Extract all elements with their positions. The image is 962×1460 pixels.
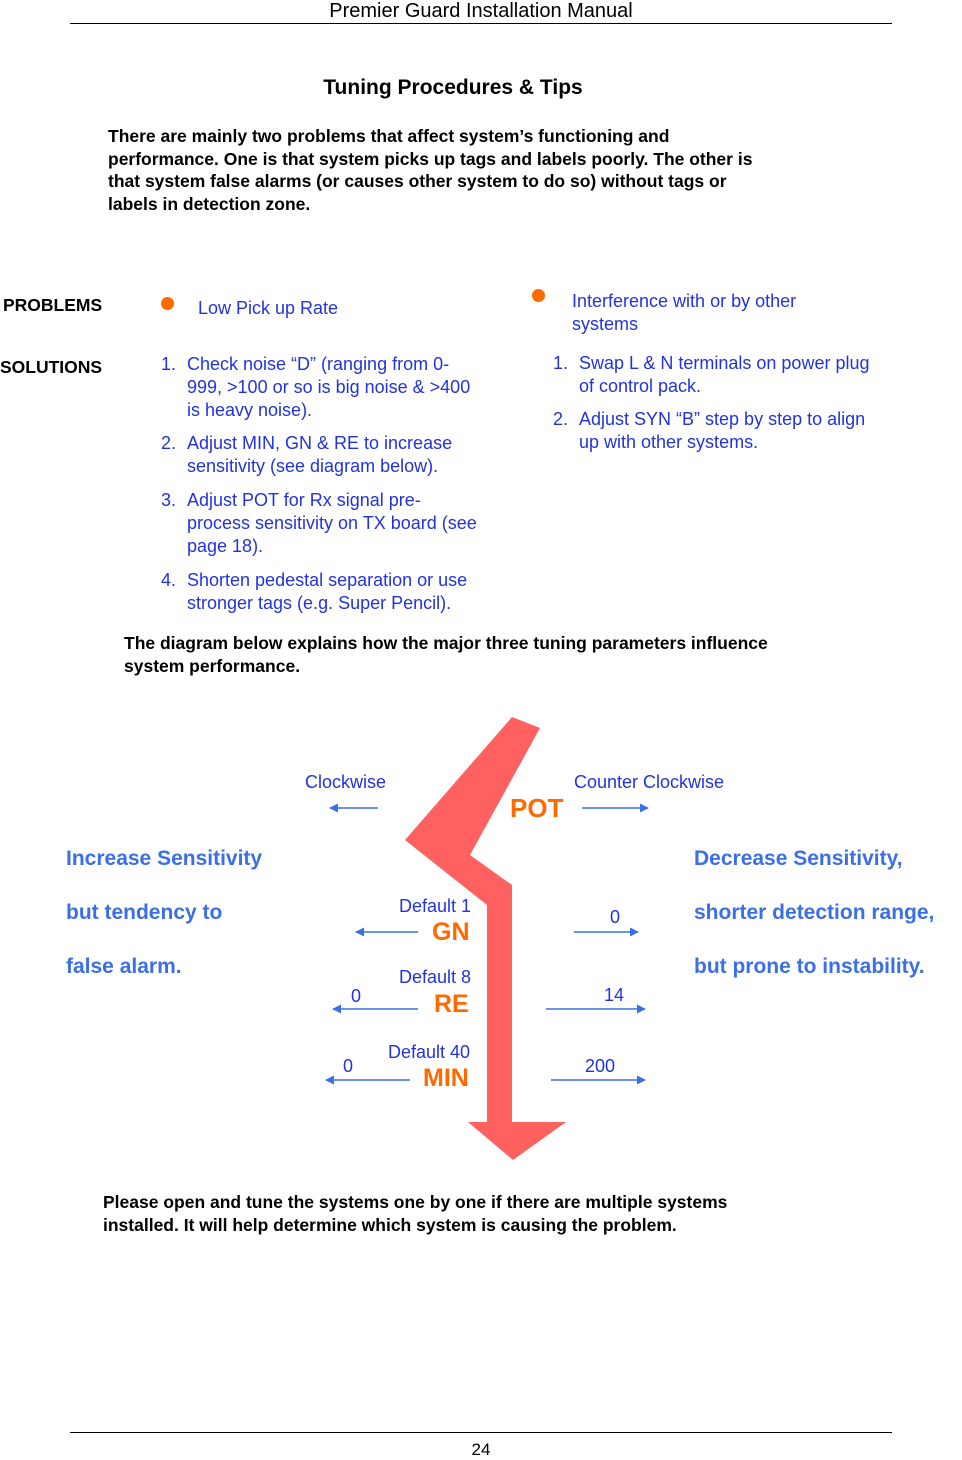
solution-line: process sensitivity on TX board (see <box>187 513 477 533</box>
solution-line: of control pack. <box>579 376 702 396</box>
closing-line: installed. It will help determine which system is causing the problem. <box>103 1215 677 1235</box>
gn-right-value: 0 <box>610 907 621 927</box>
gn-label: GN <box>432 918 470 946</box>
solution-line: sensitivity (see diagram below). <box>187 456 439 476</box>
left-effect-line: Increase Sensitivity <box>66 847 263 870</box>
left-effect-line: but tendency to <box>66 901 223 924</box>
intro-line: that system false alarms (or causes other system to do so) without tags or <box>108 171 727 191</box>
solution-number: 1. <box>161 354 177 374</box>
gn-default: Default 1 <box>399 896 472 916</box>
problem-line: systems <box>572 314 639 334</box>
solution-number: 2. <box>553 409 569 429</box>
solution-line: up with other systems. <box>579 432 759 452</box>
solution-line: page 18). <box>187 536 264 556</box>
left-effect-line: false alarm. <box>66 955 182 978</box>
solution-line: Shorten pedestal separation or use <box>187 570 468 590</box>
zigzag-arrow-icon <box>405 717 566 1160</box>
intro-line: performance. One is that system picks up tags and labels poorly. The other is <box>108 148 753 169</box>
solution-number: 4. <box>161 570 177 590</box>
re-right-value: 14 <box>604 985 625 1005</box>
min-default: Default 40 <box>388 1042 471 1062</box>
solution-line: Adjust POT for Rx signal pre- <box>187 490 421 510</box>
section-title: Tuning Procedures & Tips <box>323 76 583 99</box>
min-label: MIN <box>423 1064 469 1092</box>
page-number: 24 <box>471 1440 491 1459</box>
problem-low-pickup: Low Pick up Rate <box>198 298 339 318</box>
min-right-value: 200 <box>585 1056 616 1076</box>
right-effect-line: but prone to instability. <box>694 955 925 978</box>
note-line: The diagram below explains how the major three tuning parameters influence <box>124 633 768 653</box>
min-left-value: 0 <box>343 1056 354 1076</box>
footer-rule <box>70 1432 892 1433</box>
intro-line: There are mainly two problems that affect system’s functioning and <box>108 126 670 146</box>
re-default: Default 8 <box>399 967 472 987</box>
running-header: Premier Guard Installation Manual <box>329 0 633 22</box>
counter-clockwise-label: Counter Clockwise <box>574 772 725 792</box>
solution-line: 999, >100 or so is big noise & >400 <box>187 377 471 397</box>
solution-line: Check noise “D” (ranging from 0- <box>187 354 450 374</box>
solution-line: Adjust MIN, GN & RE to increase <box>187 433 453 453</box>
note-line: system performance. <box>124 656 301 676</box>
solution-line: Adjust SYN “B” step by step to align <box>579 409 866 429</box>
pot-label: POT <box>510 793 564 823</box>
closing-paragraph <box>103 1191 883 1237</box>
right-effect-line: Decrease Sensitivity, <box>694 847 903 870</box>
re-left-value: 0 <box>351 986 362 1006</box>
intro-line: labels in detection zone. <box>108 193 311 214</box>
right-effect-line: shorter detection range, <box>694 901 935 924</box>
solution-line: stronger tags (e.g. Super Pencil). <box>187 593 452 613</box>
closing-line: Please open and tune the systems one by one if there are multiple systems <box>103 1192 728 1212</box>
solutions-label: SOLUTIONS <box>0 357 103 377</box>
problems-label: PROBLEMS <box>3 295 103 315</box>
re-label: RE <box>434 990 469 1018</box>
clockwise-label: Clockwise <box>305 772 387 792</box>
solution-number: 1. <box>553 353 569 373</box>
solution-line: Swap L & N terminals on power plug <box>579 353 870 373</box>
problem-line: Interference with or by other <box>572 291 797 311</box>
solution-number: 3. <box>161 490 177 510</box>
solution-line: is heavy noise). <box>187 400 313 420</box>
solution-number: 2. <box>161 433 177 453</box>
